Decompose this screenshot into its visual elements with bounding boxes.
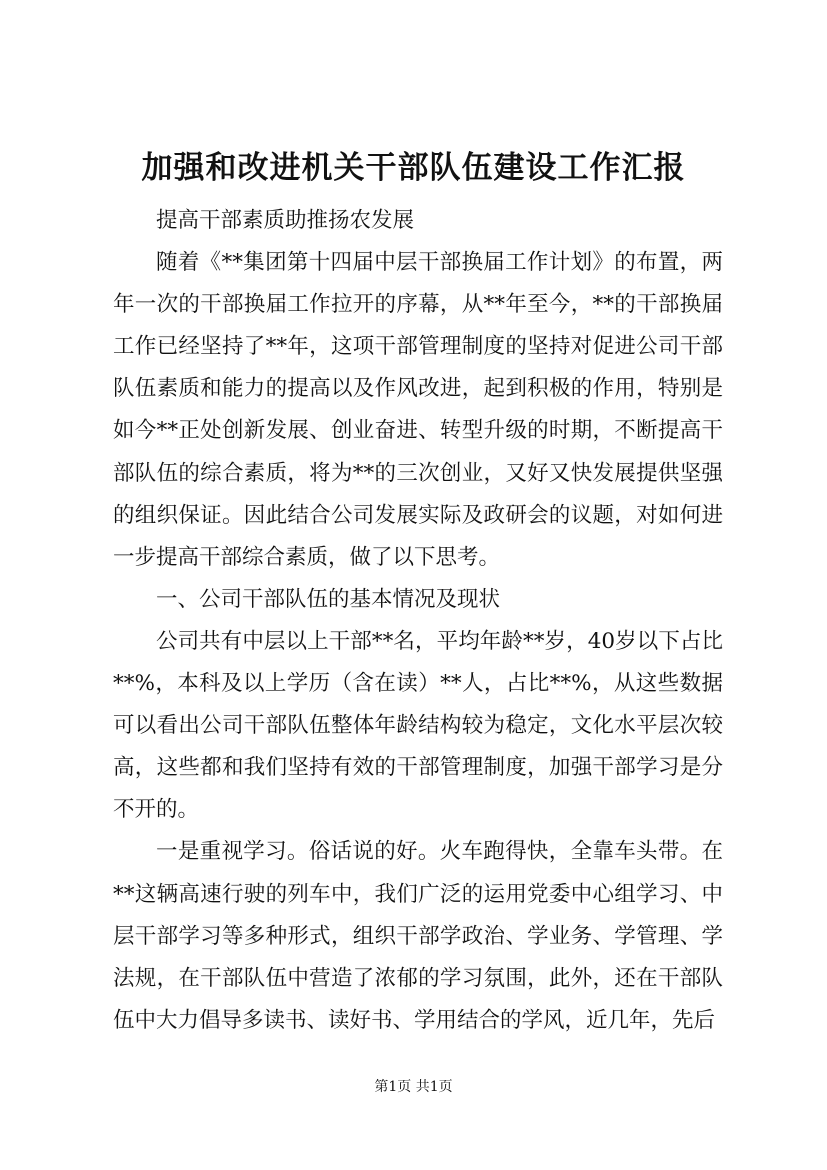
section-heading: 一、公司干部队伍的基本情况及现状	[156, 586, 501, 612]
subtitle-paragraph: 提高干部素质助推扬农发展	[156, 208, 415, 233]
document-title: 加强和改进机关干部队伍建设工作汇报	[141, 150, 686, 186]
statistics-paragraph: 公司共有中层以上干部**名，平均年龄**岁，40岁以下占比**%，本科及以上学历（含在读）**人，占比**%，从这些数据可以看出公司干部队伍整体年龄结构较为稳定，文化水平层次较高，这些都和我们坚持有效的干部管理制度，加强干部学习是分不开的。	[113, 628, 723, 823]
page-footer: 第1页 共1页	[374, 1079, 453, 1095]
document-body	[113, 200, 723, 1042]
intro-paragraph: 随着《**集团第十四届中层干部换届工作计划》的布置，两年一次的干部换届工作拉开的序幕，从**年至今，**的干部换届工作已经坚持了**年，这项干部管理制度的坚持对促进公司干部队伍素质和能力的提高以及作风改进，起到积极的作用，特别是如今**正处创新发展、创业奋进、转型升级的时期，不断提高干部队伍的综合素质，将为**的三次创业，又好又快发展提供坚强的组织保证。因此结合公司发展实际及政研会的议题，对如何进一步提高干部综合素质，做了以下思考。	[113, 250, 723, 570]
study-paragraph: 一是重视学习。俗话说的好。火车跑得快，全靠车头带。在**这辆高速行驶的列车中，我们广泛的运用党委中心组学习、中层干部学习等多种形式，组织干部学政治、学业务、学管理、学法规，在干部队伍中营造了浓郁的学习氛围，此外，还在干部队伍中大力倡导多读书、读好书、学用结合的学风，近几年，先后	[113, 839, 723, 1033]
